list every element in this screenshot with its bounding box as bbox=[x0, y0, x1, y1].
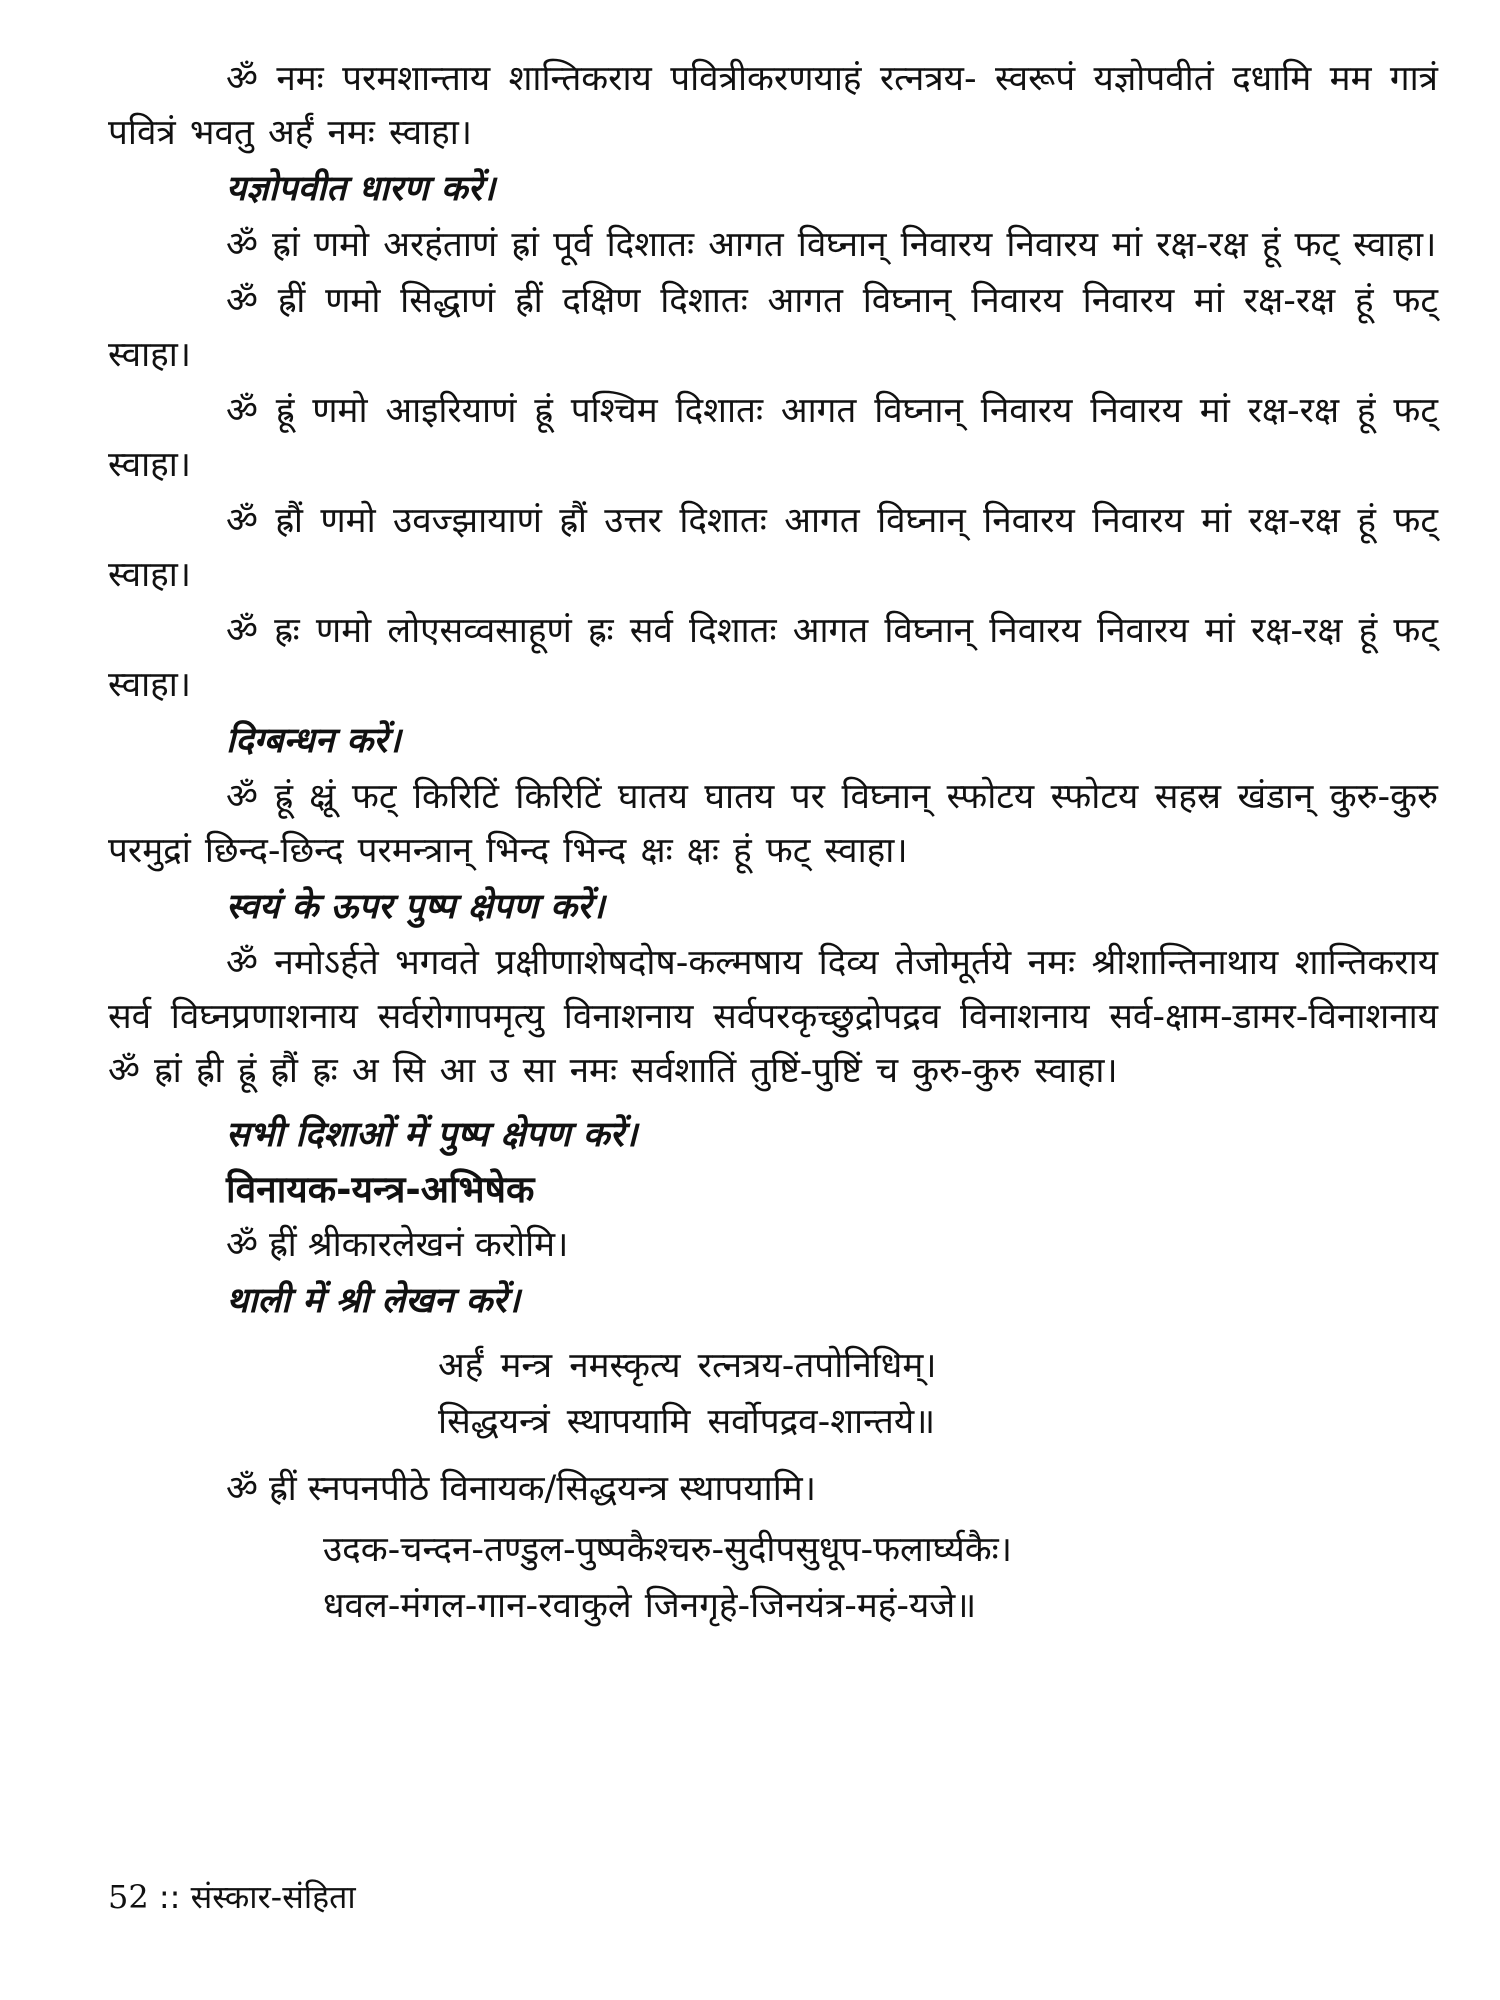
instruction-self-flowers: स्वयं के ऊपर पुष्प क्षेपण करें। bbox=[226, 887, 605, 927]
mantra-yajnopavit: ॐ नमः परमशान्ताय शान्तिकराय पवित्रीकरणयाहं रत्नत्रय- स्वरूपं यज्ञोपवीतं दधामि मम गात्रं पवित्रं भवतु अर्हं नमः स्वाहा। bbox=[108, 59, 1438, 153]
mantra-east: ॐ ह्रां णमो अरहंताणं ह्रां पूर्व दिशातः आगत विघ्नान् निवारय निवारय मां रक्ष-रक्ष हूं फट् स्वाहा। bbox=[226, 225, 1437, 265]
mantra-digbandhan: ॐ ह्रूं क्ष्रूं फट् किरिटिं किरिटिं घातय घातय पर विघ्नान् स्फोटय स्फोटय सहस्र खंडान् कुरु-कुरु परमुद्रां छिन्द-छिन्द परमन्त्रान् भिन्द भिन्द क्षः क्षः हूं फट् स्वाहा। bbox=[108, 777, 1438, 871]
verse-sthapana bbox=[438, 1338, 1438, 1450]
instruction-thali-shri: थाली में श्री लेखन करें। bbox=[226, 1281, 520, 1321]
instruction-yajnopavit: यज्ञोपवीत धारण करें। bbox=[226, 169, 496, 209]
mantra-all-directions: ॐ ह्रः णमो लोएसव्वसाहूणं ह्रः सर्व दिशातः आगत विघ्नान् निवारय निवारय मां रक्ष-रक्ष हूं फट् स्वाहा। bbox=[108, 611, 1438, 705]
section-heading-vinayak-yantra: विनायक-यन्त्र-अभिषेक bbox=[226, 1168, 535, 1211]
page-number: 52 bbox=[108, 1878, 149, 1916]
mantra-snapan-pith: ॐ ह्रीं स्नपनपीठे विनायक/सिद्धयन्त्र स्थापयामि। bbox=[226, 1469, 816, 1509]
mantra-shrikar: ॐ ह्रीं श्रीकारलेखनं करोमि। bbox=[226, 1225, 569, 1265]
instruction-all-directions-flowers: सभी दिशाओं में पुष्प क्षेपण करें। bbox=[226, 1115, 638, 1155]
verse-line: सिद्धयन्त्रं स्थापयामि सर्वोपद्रव-शान्तये॥ bbox=[438, 1402, 936, 1442]
footer-separator: :: bbox=[158, 1878, 181, 1916]
verse-line: धवल-मंगल-गान-रवाकुले जिनगृहे-जिनयंत्र-महं-यजे॥ bbox=[323, 1586, 977, 1626]
page-footer bbox=[108, 1877, 356, 1917]
verse-line: उदक-चन्दन-तण्डुल-पुष्पकैश्चरु-सुदीपसुधूप-फलार्घ्यकैः। bbox=[323, 1530, 1012, 1570]
verse-line: अर्हं मन्त्र नमस्कृत्य रत्नत्रय-तपोनिधिम्। bbox=[438, 1346, 937, 1386]
verse-arghya bbox=[323, 1522, 1438, 1634]
mantra-north: ॐ ह्रौं णमो उवज्झायाणं ह्रौं उत्तर दिशातः आगत विघ्नान् निवारय निवारय मां रक्ष-रक्ष हूं फट् स्वाहा। bbox=[108, 501, 1438, 595]
book-title: संस्कार-संहिता bbox=[190, 1878, 356, 1916]
mantra-shanti: ॐ नमोऽर्हते भगवते प्रक्षीणाशेषदोष-कल्मषाय दिव्य तेजोमूर्तये नमः श्रीशान्तिनाथाय शान्तिकराय सर्व विघ्नप्रणाशनाय सर्वरोगापमृत्यु विनाशनाय सर्वपरकृच्छुद्रोपद्रव विनाशनाय सर्व-क्षाम-डामर-विनाशनाय ॐ ह्रां ह्री ह्रूं ह्रौं ह्रः अ सि आ उ सा नमः सर्वशातिं तुष्टिं-पुष्टिं च कुरु-कुरु स्वाहा। bbox=[108, 943, 1438, 1091]
mantra-south: ॐ ह्रीं णमो सिद्धाणं ह्रीं दक्षिण दिशातः आगत विघ्नान् निवारय निवारय मां रक्ष-रक्ष हूं फट् स्वाहा। bbox=[108, 281, 1438, 375]
instruction-digbandhan: दिग्बन्धन करें। bbox=[226, 721, 401, 761]
page-body bbox=[108, 52, 1438, 1952]
mantra-west: ॐ ह्रूं णमो आइरियाणं ह्रूं पश्चिम दिशातः आगत विघ्नान् निवारय निवारय मां रक्ष-रक्ष हूं फट् स्वाहा। bbox=[108, 391, 1438, 485]
